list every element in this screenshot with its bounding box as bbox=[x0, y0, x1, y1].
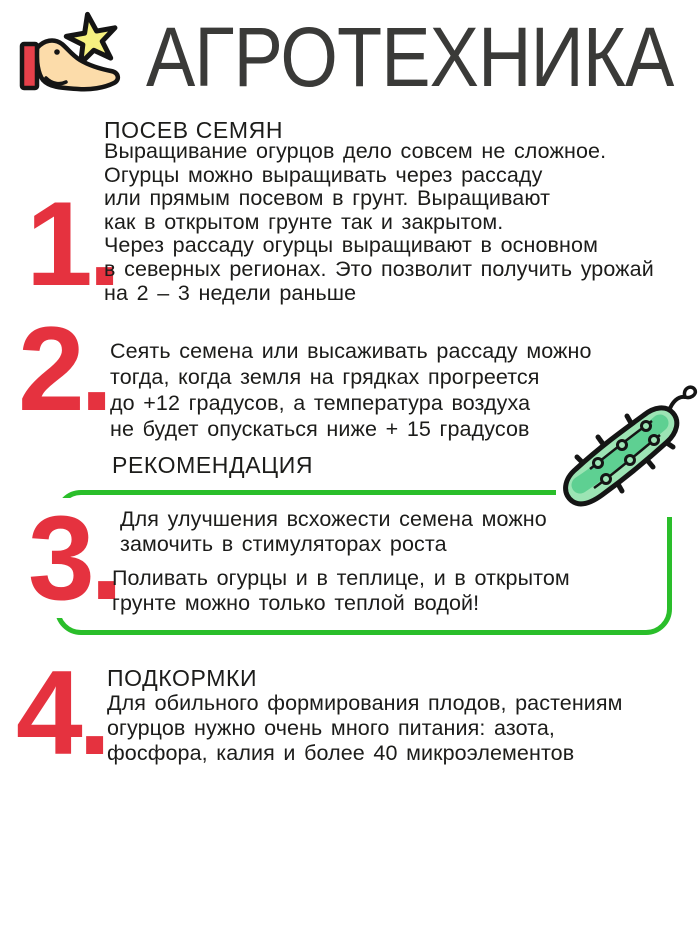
paragraph-line: на 2 – 3 недели раньше bbox=[104, 280, 357, 305]
paragraph-line: грунте можно только теплой водой! bbox=[112, 591, 480, 615]
paragraph-line: Выращивание огурцов дело совсем не сложное. bbox=[104, 139, 607, 163]
section-heading-recommendation: РЕКОМЕНДАЦИЯ bbox=[112, 452, 314, 478]
hand-offering-star-icon bbox=[16, 8, 128, 108]
sleeve-cuff bbox=[22, 44, 37, 88]
section-number-3: 3. bbox=[26, 498, 126, 618]
cucumber-tendril bbox=[684, 387, 695, 397]
paragraph-line: Для улучшения всхожести семена можно bbox=[120, 507, 547, 531]
paragraph-line: тогда, когда земля на грядках прогреется bbox=[110, 365, 540, 389]
paragraph-line: фосфора, калия и более 40 микроэлементов bbox=[107, 741, 575, 765]
paragraph-line: не будет опускаться ниже + 15 градусов bbox=[110, 417, 530, 441]
section-heading-sowing: ПОСЕВ СЕМЯН bbox=[104, 117, 284, 143]
paragraph-line: огурцов нужно очень много питания: азота, bbox=[107, 716, 555, 740]
paragraph-line: Огурцы можно выращивать через рассаду bbox=[104, 162, 543, 187]
paragraph-line: в северных регионах. Это позволит получить урожай bbox=[104, 256, 654, 281]
knuckle-dot bbox=[54, 49, 60, 55]
paragraph-line: Для обильного формирования плодов, растениям bbox=[107, 691, 623, 715]
paragraph-soaking bbox=[120, 507, 547, 557]
paragraph-feeding bbox=[107, 691, 623, 766]
paragraph-line: как в открытом грунте так и закрытом. bbox=[104, 209, 504, 234]
paragraph-line: или прямым посевом в грунт. Выращивают bbox=[104, 186, 551, 211]
paragraph-line: Через рассаду огурцы выращивают в основном bbox=[104, 233, 598, 258]
section-heading-feeding: ПОДКОРМКИ bbox=[107, 665, 258, 691]
section-number-2: 2. bbox=[18, 302, 109, 436]
paragraph-sowing bbox=[104, 140, 654, 305]
paragraph-line: Сеять семена или высаживать рассаду можно bbox=[110, 339, 592, 363]
paragraph-line: Поливать огурцы и в теплице, и в открытом bbox=[112, 566, 570, 590]
paragraph-planting bbox=[110, 338, 592, 442]
page-title: АГРОТЕХНИКА bbox=[146, 10, 674, 104]
section-number-1: 1. bbox=[26, 177, 117, 311]
paragraph-line: до +12 градусов, а температура воздуха bbox=[110, 391, 531, 415]
cucumber-icon bbox=[556, 381, 700, 517]
paragraph-watering bbox=[112, 566, 570, 616]
paragraph-line: замочить в стимуляторах роста bbox=[120, 532, 447, 556]
section-number-4: 4. bbox=[16, 646, 107, 780]
